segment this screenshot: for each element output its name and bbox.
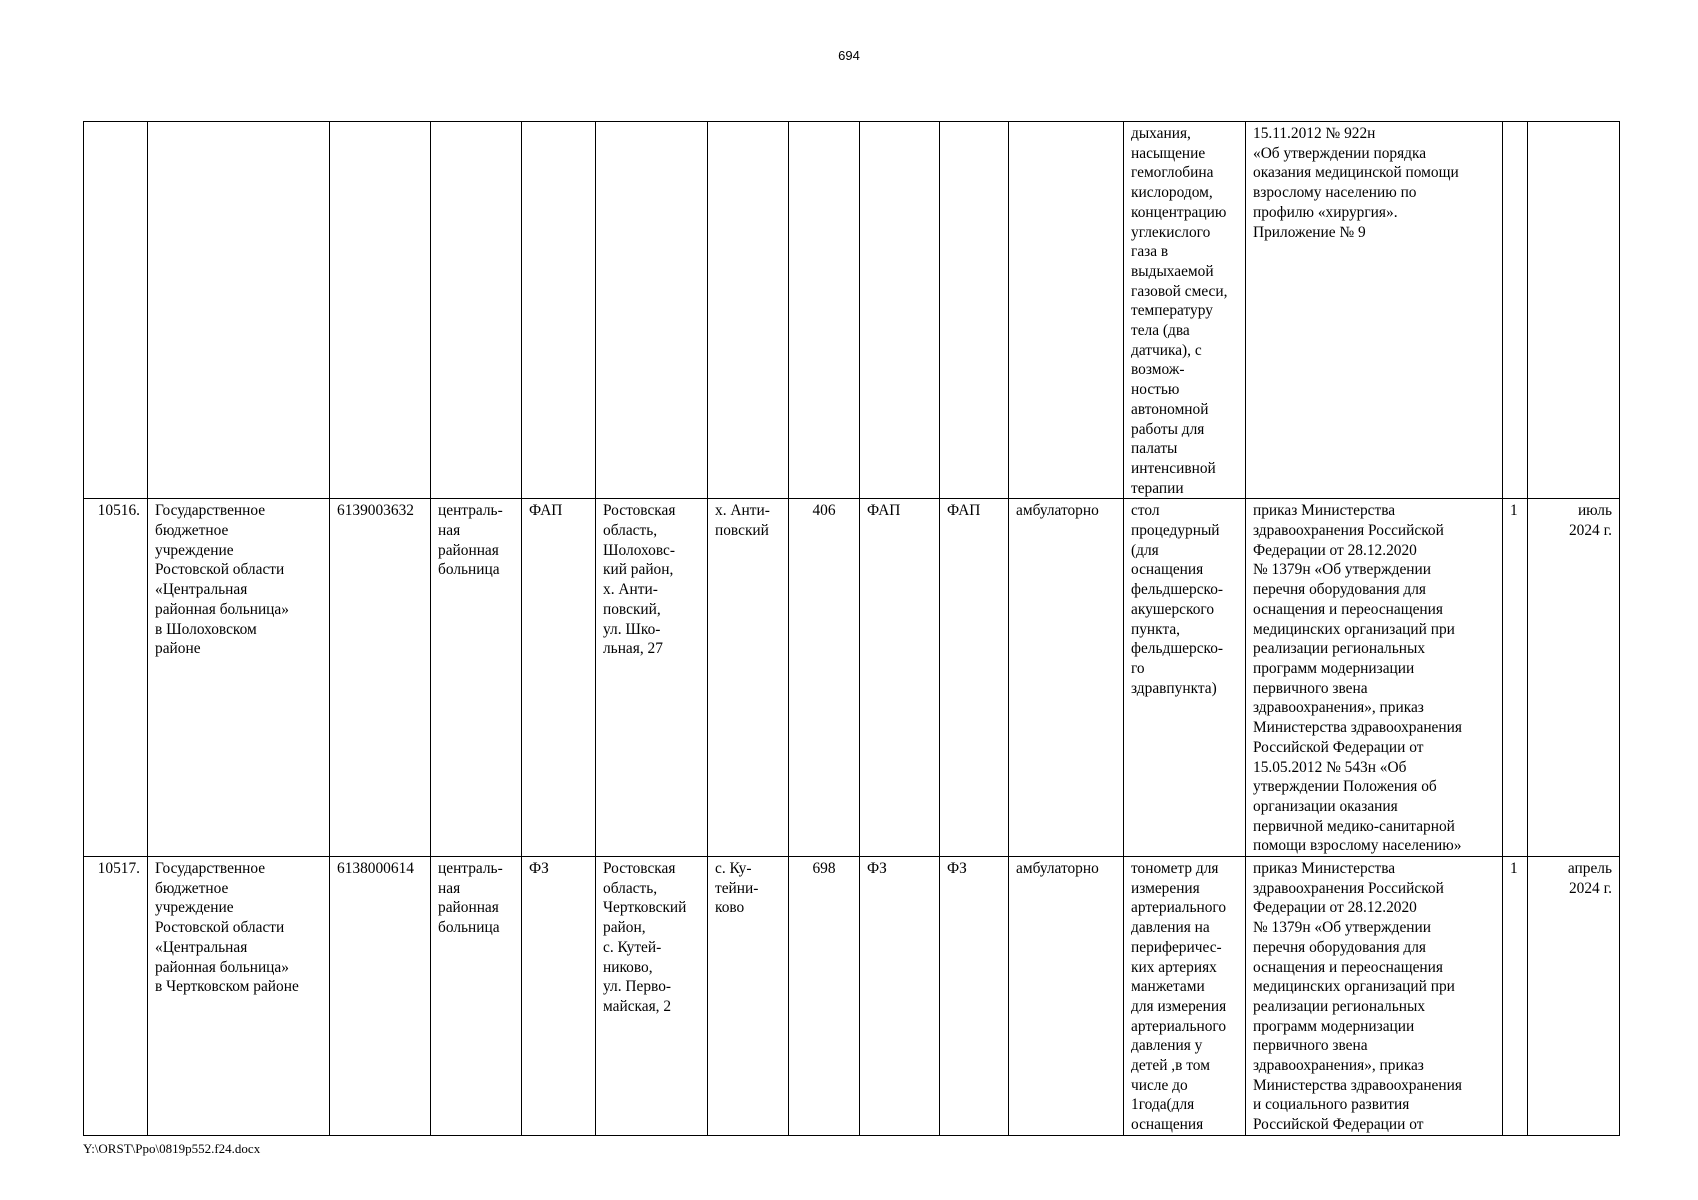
cell-unit	[522, 122, 596, 499]
cell-basis: приказ Министерства здравоохранения Российской Федерации от 28.12.2020 № 1379н «Об утверждении перечня оборудования для оснащения и переоснащения медицинских организаций при реализации региональных программ модернизации первичного звена здравоохранения», приказ Министерства здравоохранения Российской Федерации от 15.05.2012 № 543н «Об утверждении Положения об организации оказания первичной медико-санитарной помощи взрослому населению»	[1246, 499, 1503, 857]
cell-equipment: стол процедурный (для оснащения фельдшерско- акушерского пункта, фельдшерско- го здравпункта)	[1124, 499, 1246, 857]
cell-date: апрель 2024 г.	[1528, 857, 1620, 1136]
cell-care-form	[1009, 122, 1124, 499]
cell-address: Ростовская область, Чертковский район, с. Кутей- никово, ул. Перво- майская, 2	[596, 857, 708, 1136]
cell-equipment: дыхания, насыщение гемоглобина кислородом, концентрацию углекислого газа в выдыхаемой газовой смеси, температуру тела (два датчика), с возмож- ностью автономной работы для палаты интенсивной терапии	[1124, 122, 1246, 499]
cell-address	[596, 122, 708, 499]
equipment-table	[83, 121, 1620, 1136]
cell-org-type: централь- ная районная больница	[431, 499, 522, 857]
cell-quantity	[1503, 122, 1528, 499]
cell-quantity: 1	[1503, 499, 1528, 857]
table-row	[84, 857, 1620, 1136]
cell-kind-2	[940, 122, 1009, 499]
cell-equipment: тонометр для измерения артериального давления на периферичес- ких артериях манжетами для измерения артериального давления у детей ,в том числе до 1года(для оснащения	[1124, 857, 1246, 1136]
cell-settlement	[708, 122, 789, 499]
cell-kind-1	[860, 122, 940, 499]
cell-population	[789, 122, 860, 499]
cell-basis: приказ Министерства здравоохранения Российской Федерации от 28.12.2020 № 1379н «Об утверждении перечня оборудования для оснащения и переоснащения медицинских организаций при реализации региональных программ модернизации первичного звена здравоохранения», приказ Министерства здравоохранения и социального развития Российской Федерации от	[1246, 857, 1503, 1136]
cell-organization: Государственное бюджетное учреждение Ростовской области «Центральная районная больница» в Чертковском районе	[148, 857, 330, 1136]
cell-inn	[330, 122, 431, 499]
page-number: 694	[838, 48, 860, 63]
cell-organization	[148, 122, 330, 499]
cell-date	[1528, 122, 1620, 499]
cell-address: Ростовская область, Шолоховс- кий район, х. Анти- повский, ул. Шко- льная, 27	[596, 499, 708, 857]
cell-unit: ФАП	[522, 499, 596, 857]
table-row	[84, 122, 1620, 499]
cell-quantity: 1	[1503, 857, 1528, 1136]
cell-inn: 6138000614	[330, 857, 431, 1136]
cell-inn: 6139003632	[330, 499, 431, 857]
cell-num: 10516.	[84, 499, 148, 857]
cell-org-type	[431, 122, 522, 499]
cell-organization: Государственное бюджетное учреждение Ростовской области «Центральная районная больница» в Шолоховском районе	[148, 499, 330, 857]
cell-kind-2: ФАП	[940, 499, 1009, 857]
cell-care-form: амбулаторно	[1009, 499, 1124, 857]
cell-kind-1: ФАП	[860, 499, 940, 857]
cell-num	[84, 122, 148, 499]
cell-kind-2: ФЗ	[940, 857, 1009, 1136]
cell-num: 10517.	[84, 857, 148, 1136]
cell-settlement: х. Анти- повский	[708, 499, 789, 857]
cell-kind-1: ФЗ	[860, 857, 940, 1136]
table-row	[84, 499, 1620, 857]
cell-population: 698	[789, 857, 860, 1136]
cell-population: 406	[789, 499, 860, 857]
cell-unit: ФЗ	[522, 857, 596, 1136]
footer-file-path: Y:\ORST\Ppo\0819p552.f24.docx	[83, 1141, 261, 1156]
cell-settlement: с. Ку- тейни- ково	[708, 857, 789, 1136]
cell-basis: 15.11.2012 № 922н «Об утверждении порядка оказания медицинской помощи взрослому населению по профилю «хирургия». Приложение № 9	[1246, 122, 1503, 499]
cell-date: июль 2024 г.	[1528, 499, 1620, 857]
cell-org-type: централь- ная районная больница	[431, 857, 522, 1136]
cell-care-form: амбулаторно	[1009, 857, 1124, 1136]
